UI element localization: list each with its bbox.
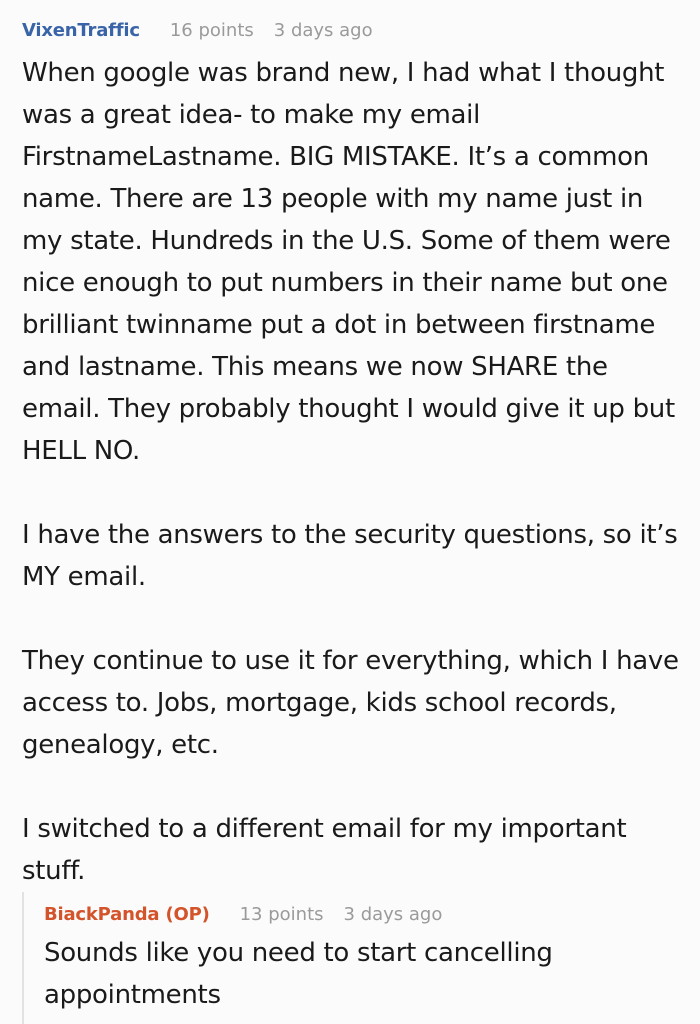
reply-text: Sounds like you need to start cancelling appointments	[44, 938, 553, 1010]
comment-paragraph: I switched to a different email for my important stuff.	[22, 814, 627, 886]
comment	[22, 18, 682, 892]
reply-meta	[44, 902, 682, 928]
comment-body	[22, 52, 682, 892]
comment-meta	[22, 18, 682, 44]
comment-timestamp[interactable]: 3 days ago	[273, 20, 373, 41]
comment-paragraph: I have the answers to the security questions, so it’s MY email.	[22, 520, 678, 592]
comment-paragraph: When google was brand new, I had what I thought was a great idea- to make my email FirstnameLastname. BIG MISTAKE. It’s a common name. There are 13 people with my name just in my state. Hundreds in the U.S. Some of them were nice enough to put numbers in their name but one brilliant twinname put a dot in between firstname and lastname. This means we now SHARE the email. They probably thought I would give it up but HELL NO.	[22, 58, 675, 466]
reply-comment	[22, 892, 682, 1024]
comment-points: 16 points	[169, 20, 254, 41]
reply-timestamp[interactable]: 3 days ago	[343, 904, 443, 925]
comment-paragraph: They continue to use it for everything, which I have access to. Jobs, mortgage, kids school records, genealogy, etc.	[22, 646, 679, 760]
comment-author[interactable]: VixenTraffic	[22, 20, 140, 41]
reply-author[interactable]: BiackPanda (OP)	[44, 904, 210, 925]
reply-points: 13 points	[239, 904, 324, 925]
reply-body	[44, 932, 682, 1016]
